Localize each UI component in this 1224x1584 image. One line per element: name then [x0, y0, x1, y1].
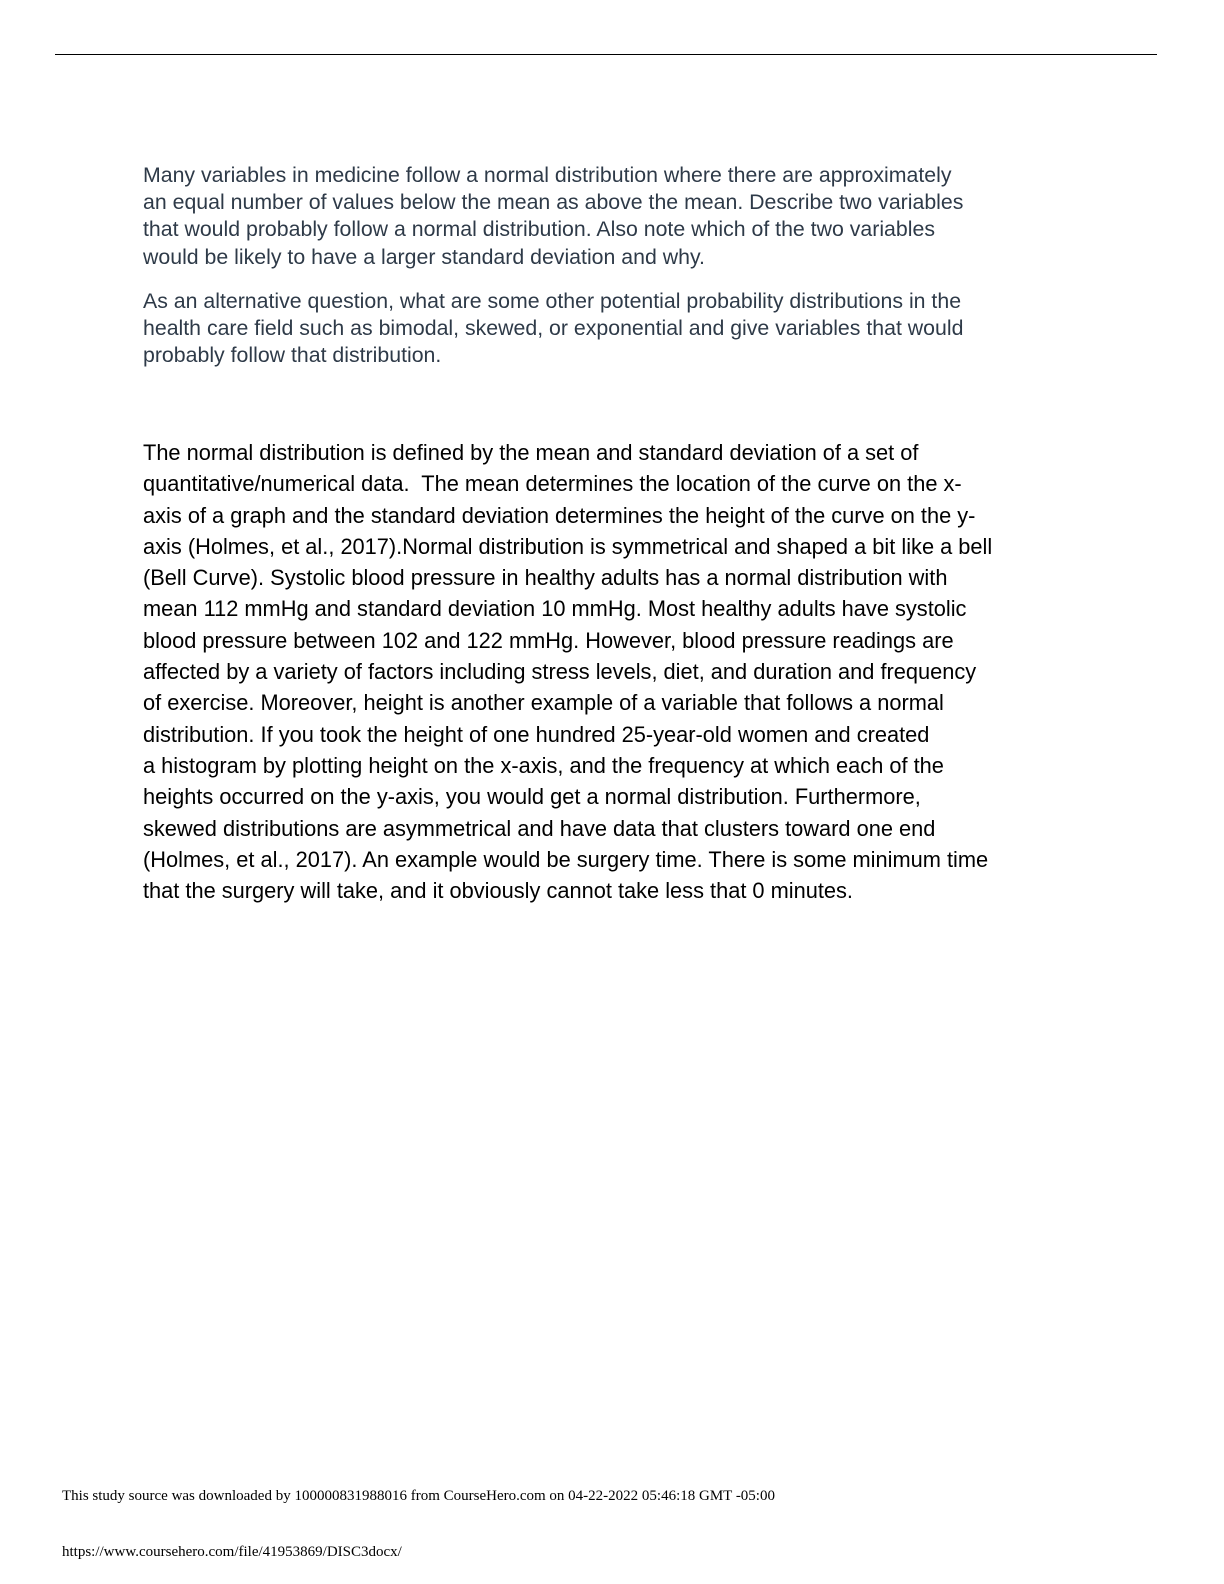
download-note: This study source was downloaded by 100000831988016 from CourseHero.com on 04-22-2022 05:46:18 GMT -05:00	[62, 1488, 775, 1504]
text-line: heights occurred on the y-axis, you would get a normal distribution. Furthermore,	[143, 784, 921, 810]
text-line: probably follow that distribution.	[143, 343, 442, 368]
text-line: Many variables in medicine follow a normal distribution where there are approximately	[143, 163, 952, 187]
source-url[interactable]: https://www.coursehero.com/file/41953869/DISC3docx/	[62, 1544, 402, 1560]
header-rule	[55, 54, 1157, 55]
text-line: affected by a variety of factors including stress levels, diet, and duration and frequency	[143, 659, 977, 685]
text-line: (Holmes, et al., 2017). An example would be surgery time. There is some minimum time	[143, 846, 989, 872]
text-line: quantitative/numerical data. The mean determines the location of the curve on the x-	[143, 471, 962, 497]
text-line: distribution. If you took the height of one hundred 25-year-old women and created	[143, 721, 930, 747]
text-line: (Bell Curve). Systolic blood pressure in healthy adults has a normal distribution with	[143, 565, 948, 591]
text-line: that would probably follow a normal distribution. Also note which of the two variables	[143, 217, 935, 242]
text-line: skewed distributions are asymmetrical and have data that clusters toward one end	[143, 815, 936, 841]
text-line: axis of a graph and the standard deviation determines the height of the curve on the y-	[143, 502, 976, 528]
question-paragraph-2	[143, 288, 963, 370]
text-line: of exercise. Moreover, height is another example of a variable that follows a normal	[143, 690, 944, 716]
text-line: axis (Holmes, et al., 2017).Normal distribution is symmetrical and shaped a bit like a bell	[143, 533, 993, 559]
text-line: blood pressure between 102 and 122 mmHg. However, blood pressure readings are	[143, 627, 954, 653]
text-line: health care field such as bimodal, skewed, or exponential and give variables that would	[143, 316, 964, 341]
text-line: mean 112 mmHg and standard deviation 10 mmHg. Most healthy adults have systolic	[143, 596, 967, 622]
text-line: that the surgery will take, and it obviously cannot take less that 0 minutes.	[143, 878, 853, 904]
text-line: would be likely to have a larger standard deviation and why.	[143, 244, 705, 269]
text-line: an equal number of values below the mean as above the mean. Describe two variables	[143, 190, 964, 215]
question-paragraph-1	[143, 162, 963, 271]
text-line: a histogram by plotting height on the x-axis, and the frequency at which each of the	[143, 752, 944, 778]
text-line: The normal distribution is defined by the mean and standard deviation of a set of	[143, 440, 919, 465]
text-line: As an alternative question, what are some other potential probability distributions in the	[143, 289, 962, 313]
answer-paragraph	[143, 437, 992, 906]
